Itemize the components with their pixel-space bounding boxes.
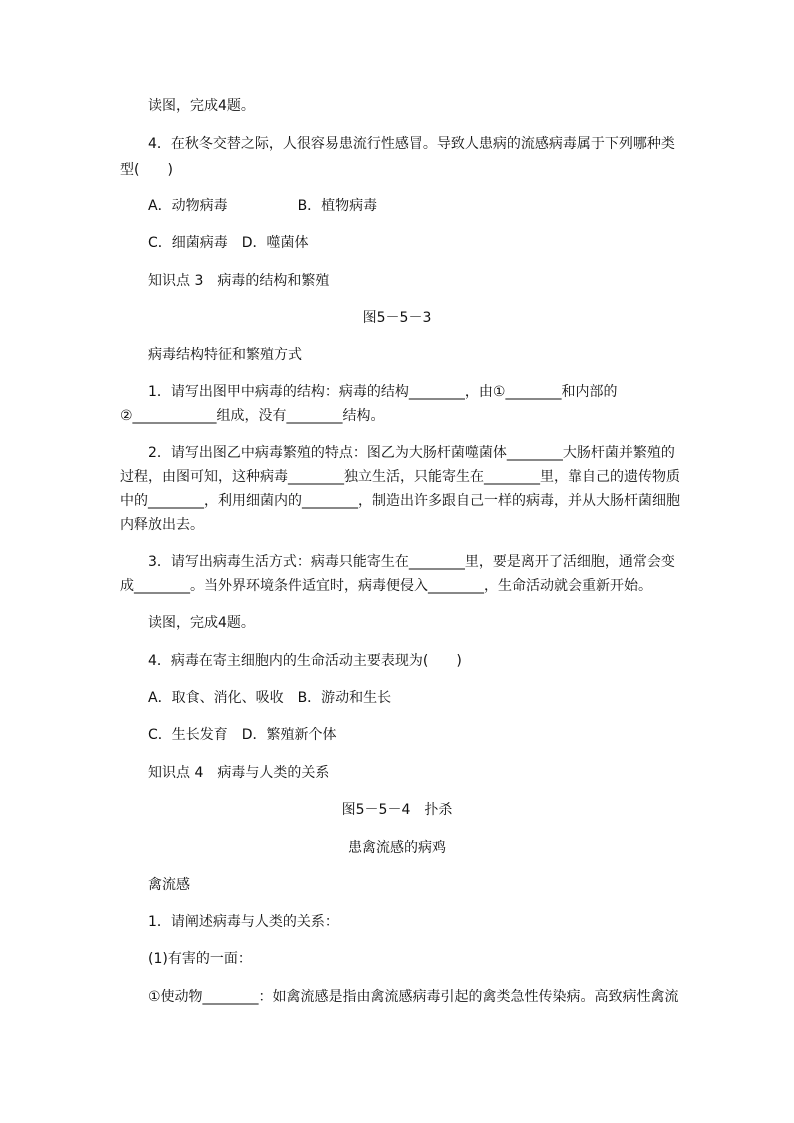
figure-caption-5-5-4: 图5－5－4 扑杀 [341,802,453,818]
fill-blank-1: 1．请写出图甲中病毒的结构：病毒的结构________，由①________和内部的 [148,384,618,400]
fill-blank-1-cont: ②____________组成，没有________结构。 [120,408,385,424]
fill-blank-2-cont: 过程，由图可知，这种病毒________独立生活，只能寄生在________里，靠自己的遗传物质 [120,469,680,485]
question-4b-stem: 4．病毒在寄主细胞内的生命活动主要表现为( ) [148,653,462,669]
figure-subtitle-sick-chicken: 患禽流感的病鸡 [348,840,446,856]
harmful-side-heading: (1)有害的一面： [148,951,252,967]
fill-blank-2-cont: 中的________，利用细菌内的________，制造出许多跟自己一样的病毒，并从大肠杆菌细胞 [120,493,680,509]
instruction-read-figure: 读图，完成4题。 [148,98,255,114]
figure-caption-5-5-3: 图5－5－3 [362,310,432,326]
question-4-stem: 4．在秋冬交替之际，人很容易患流行性感冒。导致人患病的流感病毒属于下列哪种类 [148,136,675,152]
question-4-stem-cont: 型( ) [120,162,173,178]
question-4-options-cd: C．细菌病毒 D．噬菌体 [148,235,309,251]
instruction-read-figure: 读图，完成4题。 [148,615,255,631]
knowledge-point-3-heading: 知识点 3 病毒的结构和繁殖 [148,273,330,289]
fill-blank-3: 3．请写出病毒生活方式：病毒只能寄生在________里，要是离开了活细胞，通常会变 [148,554,675,570]
fill-blank-2: 2．请写出图乙中病毒繁殖的特点：图乙为大肠杆菌噬菌体________大肠杆菌并繁殖的 [148,445,675,461]
harmful-side-item-1: ①使动物________：如禽流感是指由禽流感病毒引起的禽类急性传染病。高致病性禽流 [148,989,679,1005]
fill-blank-3-cont: 成________。当外界环境条件适宜时，病毒便侵入________，生命活动就会重新开始。 [120,578,652,594]
figure-label-avian-flu: 禽流感 [148,877,190,893]
question-4b-options-ab: A．取食、消化、吸收 B．游动和生长 [148,690,392,706]
knowledge-point-4-heading: 知识点 4 病毒与人类的关系 [148,765,330,781]
question-relationship: 1．请阐述病毒与人类的关系： [148,914,339,930]
fill-blank-2-cont: 内释放出去。 [120,517,204,533]
question-4-options-ab: A．动物病毒 B．植物病毒 [148,198,378,214]
figure-subtitle: 病毒结构特征和繁殖方式 [148,347,302,363]
question-4b-options-cd: C．生长发育 D．繁殖新个体 [148,727,337,743]
